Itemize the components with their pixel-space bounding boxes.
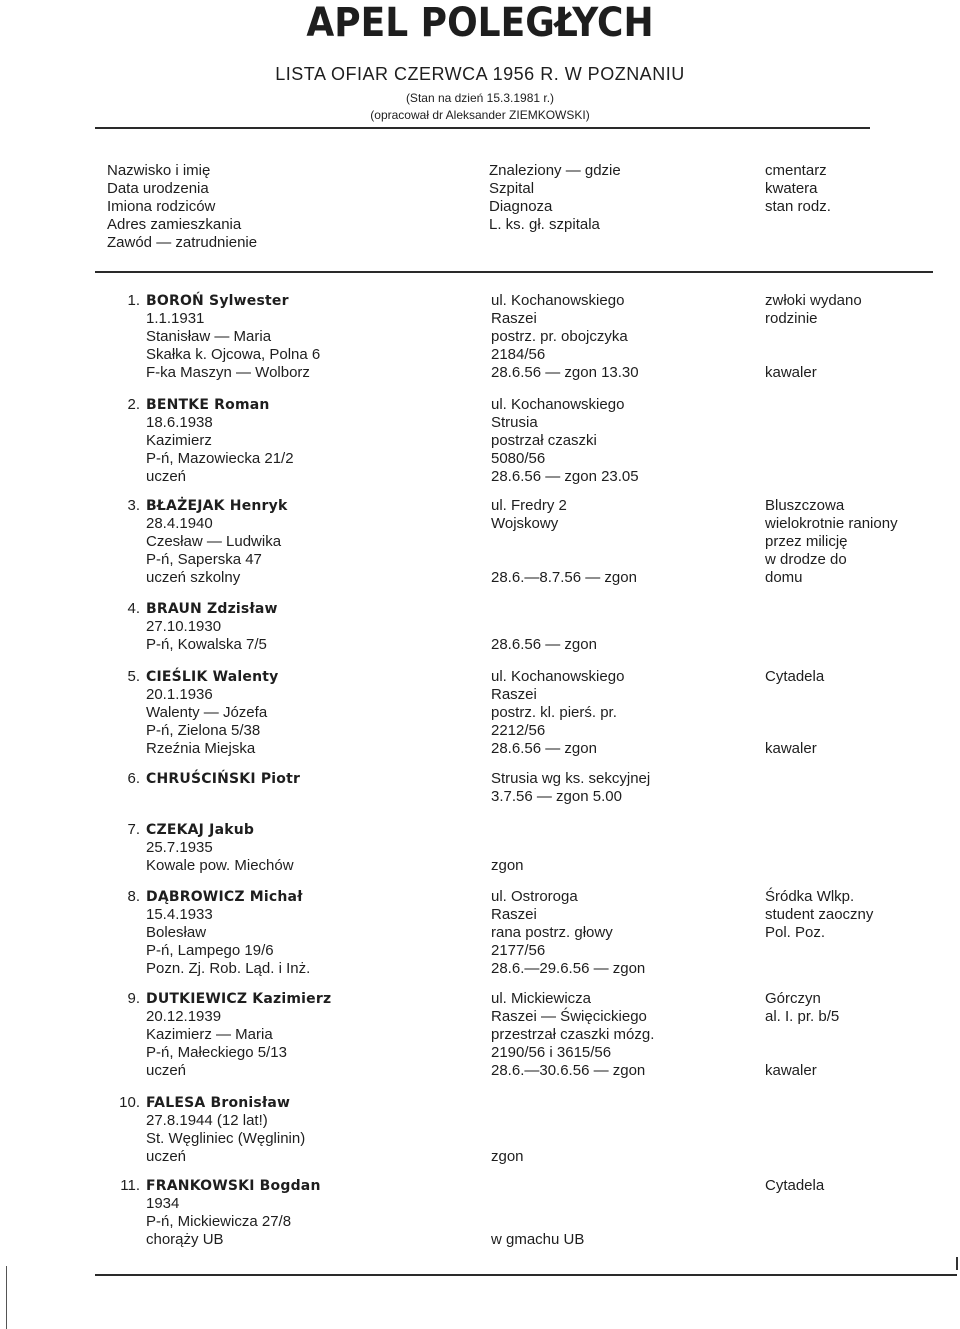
- personal-detail-line: chorąży UB: [146, 1231, 224, 1248]
- victim-name: CHRUŚCIŃSKI Piotr: [146, 771, 301, 787]
- header-line: Znaleziony — gdzie: [489, 162, 621, 179]
- victim-name: BRAUN Zdzisław: [146, 601, 278, 617]
- burial-detail-line: [765, 1026, 839, 1044]
- personal-detail-line: 15.4.1933: [146, 906, 213, 923]
- header-line: Data urodzenia: [107, 180, 209, 197]
- victim-name: DĄBROWICZ Michał: [146, 889, 303, 905]
- hospital-detail-line: 28.6.56 — zgon: [491, 636, 597, 653]
- entry-number: 10.: [119, 1094, 140, 1111]
- burial-detail-line: al. I. pr. b/5: [765, 1008, 840, 1025]
- victim-name: BOROŃ Sylwester: [146, 293, 289, 309]
- hospital-detail-line: Strusia: [491, 414, 538, 431]
- hospital-details: [491, 821, 524, 875]
- personal-details: [146, 888, 310, 978]
- burial-detail-line: student zaoczny: [765, 906, 874, 923]
- hospital-detail-line: 2212/56: [491, 722, 546, 739]
- entry-number: 8.: [127, 888, 140, 905]
- hospital-details: [491, 600, 597, 654]
- hospital-detail-line: 2177/56: [491, 942, 546, 959]
- burial-detail-line: Pol. Poz.: [765, 924, 826, 941]
- personal-detail-line: 27.8.1944 (12 lat!): [146, 1112, 268, 1129]
- personal-detail-line: P-ń, Saperska 47: [146, 551, 262, 568]
- hospital-details: [491, 990, 654, 1080]
- hospital-detail-line: Wojskowy: [491, 515, 559, 532]
- personal-detail-line: 20.12.1939: [146, 1008, 222, 1025]
- hospital-detail-line: [491, 1112, 524, 1130]
- header-line: Nazwisko i imię: [107, 162, 211, 179]
- header-line: cmentarz: [765, 162, 827, 179]
- hospital-detail-line: 28.6.—8.7.56 — zgon: [491, 569, 637, 586]
- burial-detail-line: Górczyn: [765, 990, 821, 1007]
- header-column-hospital: [489, 162, 621, 234]
- personal-detail-line: St. Węgliniec (Węglinin): [146, 1130, 306, 1147]
- personal-detail-line: uczeń: [146, 468, 187, 485]
- victim-name: CZEKAJ Jakub: [146, 822, 255, 838]
- personal-detail-line: uczeń: [146, 1148, 187, 1165]
- hospital-detail-line: [491, 1213, 584, 1231]
- hospital-detail-line: postrz. pr. obojczyka: [491, 328, 628, 345]
- burial-details: [765, 668, 824, 758]
- hospital-detail-line: Raszei: [491, 906, 537, 923]
- burial-detail-line: [765, 1044, 839, 1062]
- hospital-detail-line: ul. Mickiewicza: [491, 990, 592, 1007]
- burial-detail-line: kawaler: [765, 1062, 817, 1079]
- personal-details: [146, 292, 320, 382]
- hospital-detail-line: [491, 1195, 584, 1213]
- personal-detail-line: Walenty — Józefa: [146, 704, 268, 721]
- personal-details: [146, 1094, 305, 1166]
- personal-detail-line: P-ń, Mickiewicza 27/8: [146, 1213, 292, 1230]
- personal-detail-line: Kazimierz: [146, 432, 212, 449]
- personal-details: [146, 770, 300, 788]
- document-title: APEL POLEGŁYCH: [306, 0, 654, 46]
- burial-detail-line: Cytadela: [765, 668, 825, 685]
- burial-detail-line: Bluszczowa: [765, 497, 845, 514]
- burial-details: [765, 990, 839, 1080]
- header-line: Szpital: [489, 180, 535, 197]
- entry-number: 7.: [127, 821, 140, 838]
- hospital-details: [491, 396, 639, 486]
- personal-detail-line: Czesław — Ludwika: [146, 533, 282, 550]
- personal-detail-line: 25.7.1935: [146, 839, 213, 856]
- burial-detail-line: przez milicję: [765, 533, 848, 550]
- author-note: (opracował dr Aleksander ZIEMKOWSKI): [370, 108, 590, 122]
- header-column-person: [107, 162, 257, 252]
- hospital-detail-line: zgon: [491, 857, 524, 874]
- header-line: Diagnoza: [489, 198, 553, 215]
- victim-name: CIEŚLIK Walenty: [146, 669, 279, 685]
- personal-details: [146, 1177, 321, 1249]
- hospital-detail-line: ul. Kochanowskiego: [491, 292, 625, 309]
- entry-number: 4.: [127, 600, 140, 617]
- personal-details: [146, 990, 331, 1080]
- hospital-detail-line: 28.6.56 — zgon 13.30: [491, 364, 639, 381]
- hospital-detail-line: postrzał czaszki: [491, 432, 597, 449]
- burial-details: [765, 497, 898, 587]
- personal-detail-line: Rzeźnia Miejska: [146, 740, 256, 757]
- hospital-detail-line: zgon: [491, 1148, 524, 1165]
- entry-number: 5.: [127, 668, 140, 685]
- header-line: L. ks. gł. szpitala: [489, 216, 600, 233]
- document-subtitle: LISTA OFIAR CZERWCA 1956 R. W POZNANIU: [275, 64, 685, 84]
- burial-detail-line: [765, 686, 824, 704]
- burial-detail-line: [765, 704, 824, 722]
- hospital-detail-line: 3.7.56 — zgon 5.00: [491, 788, 622, 805]
- corner-mark: [956, 1257, 958, 1270]
- victim-name: BŁAŻEJAK Henryk: [146, 498, 288, 514]
- hospital-details: [491, 1177, 584, 1249]
- hospital-detail-line: [491, 1130, 524, 1148]
- personal-detail-line: P-ń, Kowalska 7/5: [146, 636, 267, 653]
- personal-details: [146, 821, 294, 875]
- hospital-detail-line: 2190/56 i 3615/56: [491, 1044, 612, 1061]
- personal-detail-line: 20.1.1936: [146, 686, 213, 703]
- hospital-detail-line: 28.6.56 — zgon: [491, 740, 597, 757]
- hospital-detail-line: [491, 1094, 524, 1112]
- personal-detail-line: Kazimierz — Maria: [146, 1026, 273, 1043]
- bottom-divider: [95, 1274, 957, 1276]
- burial-detail-line: [765, 722, 824, 740]
- victim-name: BENTKE Roman: [146, 397, 270, 413]
- hospital-details: [491, 497, 637, 587]
- hospital-detail-line: przestrzał czaszki mózg.: [491, 1026, 655, 1043]
- hospital-detail-line: 28.6.—29.6.56 — zgon: [491, 960, 646, 977]
- hospital-details: [491, 292, 639, 382]
- hospital-details: [491, 668, 624, 758]
- entry-number: 9.: [127, 990, 140, 1007]
- burial-detail-line: Cytadela: [765, 1177, 825, 1194]
- header-line: Adres zamieszkania: [107, 216, 242, 233]
- burial-detail-line: zwłoki wydano: [765, 292, 862, 309]
- personal-detail-line: P-ń, Lampego 19/6: [146, 942, 274, 959]
- hospital-detail-line: [491, 551, 637, 569]
- hospital-detail-line: 2184/56: [491, 346, 546, 363]
- hospital-detail-line: 28.6.—30.6.56 — zgon: [491, 1062, 646, 1079]
- hospital-detail-line: [491, 618, 597, 636]
- margin-line: [6, 1266, 7, 1329]
- personal-detail-line: 1.1.1931: [146, 310, 205, 327]
- hospital-details: [491, 888, 645, 978]
- burial-detail-line: w drodze do: [765, 551, 847, 568]
- header-column-cemetery: [765, 162, 831, 216]
- hospital-details: [491, 770, 650, 806]
- personal-detail-line: Stanisław — Maria: [146, 328, 272, 345]
- hospital-detail-line: [491, 821, 524, 839]
- victim-name: FRANKOWSKI Bogdan: [146, 1178, 321, 1194]
- hospital-detail-line: 5080/56: [491, 450, 546, 467]
- entry-number: 2.: [127, 396, 140, 413]
- hospital-detail-line: rana postrz. głowy: [491, 924, 613, 941]
- entry-number: 11.: [120, 1177, 140, 1194]
- personal-details: [146, 668, 278, 758]
- burial-detail-line: Śródka Wlkp.: [765, 888, 855, 905]
- header-line: stan rodz.: [765, 198, 831, 215]
- burial-detail-line: wielokrotnie raniony: [765, 515, 898, 532]
- hospital-detail-line: [491, 839, 524, 857]
- hospital-detail-line: [491, 600, 597, 618]
- burial-details: [765, 292, 862, 382]
- hospital-details: [491, 1094, 524, 1166]
- burial-details: [765, 1177, 824, 1195]
- entry-number: 3.: [127, 497, 140, 514]
- burial-detail-line: rodzinie: [765, 310, 818, 327]
- hospital-detail-line: ul. Ostroroga: [491, 888, 578, 905]
- personal-detail-line: F-ka Maszyn — Wolborz: [146, 364, 310, 381]
- header-line: kwatera: [765, 180, 818, 197]
- burial-detail-line: [765, 328, 862, 346]
- hospital-detail-line: Raszei: [491, 310, 537, 327]
- personal-detail-line: uczeń szkolny: [146, 569, 241, 586]
- status-date-note: (Stan na dzień 15.3.1981 r.): [405, 91, 555, 105]
- personal-detail-line: P-ń, Małeckiego 5/13: [146, 1044, 287, 1061]
- burial-detail-line: domu: [765, 569, 803, 586]
- hospital-detail-line: [491, 1177, 584, 1195]
- personal-detail-line: Bolesław: [146, 924, 207, 941]
- header-line: Zawód — zatrudnienie: [107, 234, 258, 251]
- burial-detail-line: kawaler: [765, 740, 817, 757]
- burial-detail-line: [765, 346, 862, 364]
- personal-detail-line: P-ń, Mazowiecka 21/2: [146, 450, 294, 467]
- burial-detail-line: kawaler: [765, 364, 817, 381]
- hospital-detail-line: Raszei: [491, 686, 537, 703]
- hospital-detail-line: ul. Kochanowskiego: [491, 668, 625, 685]
- entry-number: 1.: [127, 292, 140, 309]
- victim-name: FALESA Bronisław: [146, 1095, 291, 1111]
- entry-number: 6.: [127, 770, 140, 787]
- personal-detail-line: uczeń: [146, 1062, 187, 1079]
- personal-detail-line: 28.4.1940: [146, 515, 213, 532]
- personal-details: [146, 396, 294, 486]
- personal-details: [146, 497, 288, 587]
- hospital-detail-line: Strusia wg ks. sekcyjnej: [491, 770, 651, 787]
- hospital-detail-line: ul. Fredry 2: [491, 497, 567, 514]
- hospital-detail-line: ul. Kochanowskiego: [491, 396, 625, 413]
- personal-detail-line: Kowale pow. Miechów: [146, 857, 294, 874]
- hospital-detail-line: w gmachu UB: [491, 1231, 585, 1248]
- hospital-detail-line: Raszei — Święcickiego: [491, 1008, 647, 1025]
- personal-detail-line: Pozn. Zj. Rob. Ląd. i Inż.: [146, 960, 311, 977]
- personal-detail-line: P-ń, Zielona 5/38: [146, 722, 261, 739]
- personal-detail-line: 1934: [146, 1195, 180, 1212]
- hospital-detail-line: 28.6.56 — zgon 23.05: [491, 468, 639, 485]
- hospital-detail-line: postrz. kl. pierś. pr.: [491, 704, 617, 721]
- personal-details: [146, 600, 278, 654]
- header-line: Imiona rodziców: [107, 198, 216, 215]
- header-divider: [95, 271, 933, 273]
- victim-name: DUTKIEWICZ Kazimierz: [146, 991, 332, 1007]
- personal-detail-line: Skałka k. Ojcowa, Polna 6: [146, 346, 321, 363]
- top-divider: [95, 127, 870, 129]
- burial-details: [765, 888, 873, 942]
- hospital-detail-line: [491, 533, 637, 551]
- personal-detail-line: 27.10.1930: [146, 618, 222, 635]
- personal-detail-line: 18.6.1938: [146, 414, 213, 431]
